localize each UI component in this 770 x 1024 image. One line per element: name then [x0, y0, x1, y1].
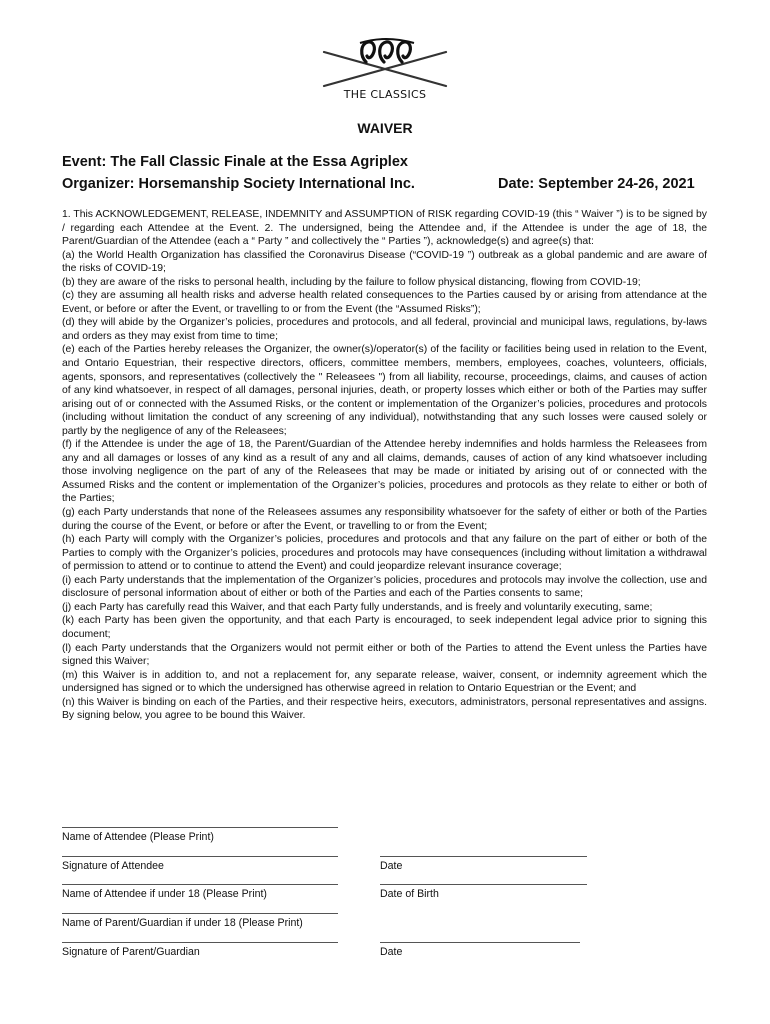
- parent-date-field[interactable]: [380, 942, 580, 943]
- event-line: Event: The Fall Classic Finale at the Essa Agriplex: [62, 154, 408, 170]
- waiver-clause-e: (e) each of the Parties hereby releases the Organizer, the owner(s)/operator(s) of the facility or facilities being used in relation to the Event, and Ontario Equestrian, their respective directors, officers, committee members, members, employees, coaches, volunteers, officials, agents, sponsors, and representatives (collectively the " Releasees ") from all liability, recourse, proceedings, claims, and causes of action of any kind whatsoever, in respect of all damages, personal injuries, death, or property losses which either or both of the Parties may suffer arising out of or connected with the Assumed Risks, or the content or implementation of the Organizer’s policies, procedures and protocols (including without limitation the conduct of any screening of any individual), notwithstanding that any such losses were caused solely or partly by the negligence of any of the Releasees;: [62, 344, 707, 437]
- waiver-clause-a: (a) the World Health Organization has classified the Coronavirus Disease (“COVID-19 ”) outbreak as a global pandemic and are aware of the risks of COVID-19;: [62, 249, 707, 275]
- waiver-body: [62, 208, 707, 723]
- organizer-line: Organizer: Horsemanship Society International Inc.: [62, 176, 415, 192]
- attendee-signature-field[interactable]: [62, 856, 338, 857]
- waiver-clause-g: (g) each Party understands that none of the Releasees assumes any responsibility whatsoever for the safety of either or both of the Parties during the course of the Event, or before or after the Event, or travelling to or from the Event;: [62, 507, 707, 532]
- waiver-paragraph-intro: 1. This ACKNOWLEDGEMENT, RELEASE, INDEMNITY and ASSUMPTION of RISK regarding COVID-19 (this “ Waiver ”) is to be signed by / regarding each Attendee at the Event. 2. The undersigned, being the Attendee and, if the Attendee is under the age of 18, the Parent/Guardian of the Attendee (each a “ Party ” and collectively the “ Parties ”), acknowledge(s) and agree(s) that:: [62, 209, 707, 248]
- date-of-birth-label: Date of Birth: [380, 888, 439, 900]
- attendee-signature-label: Signature of Attendee: [62, 860, 164, 872]
- waiver-clause-n: (n) this Waiver is binding on each of the Parties, and their respective heirs, executors, administrators, personal representatives and assigns. By signing below, you agree to be bound this Waiver.: [62, 696, 707, 722]
- waiver-clause-c: (c) they are assuming all health risks and adverse health related consequences to the Parties caused by or arising from attendance at the Event, or before or after the Event, or travelling to or from the Event (the “Assumed Risks”);: [62, 290, 707, 315]
- logo-text: THE CLASSICS: [343, 88, 427, 101]
- waiver-clause-m: (m) this Waiver is in addition to, and not a replacement for, any separate release, waiver, consent, or indemnity agreement which the undersigned has signed or to which the undersigned has otherwise agreed in relation to Ontario Equestrian or the Event; and: [62, 669, 707, 695]
- waiver-clause-f: (f) if the Attendee is under the age of 18, the Parent/Guardian of the Attendee hereby indemnifies and holds harmless the Releasees from any and all damages or losses of any kind as a result of any and all claims, demands, causes of action of any kind whatsoever including those involving negligence on the part of any of the Releasees that may be made or initiated by arising out of or connected with the Assumed Risks and the content or implementation of the Organizer’s policies, procedures and protocols as they relate to either or both of the Parties;: [62, 439, 707, 505]
- waiver-clause-h: (h) each Party will comply with the Organizer’s policies, procedures and protocols and that any failure on the part of either or both of the Parties to comply with the Organizer’s policies, procedures and protocols may have consequences (including without limitation a withdrawal of permission to attend or to continue to attend the Event) and could jeopardize relevant insurance coverage;: [62, 534, 707, 573]
- attendee-name-field[interactable]: [62, 827, 338, 828]
- event-date: Date: September 24-26, 2021: [498, 176, 695, 192]
- attendee-under18-name-label: Name of Attendee if under 18 (Please Print): [62, 888, 267, 900]
- waiver-clause-l: (l) each Party understands that the Organizers would not permit either or both of the Parties to attend the Event unless the Parties have signed this Waiver;: [62, 642, 707, 668]
- waiver-clause-b: (b) they are aware of the risks to personal health, including by the failure to follow physical distancing, flowing from COVID-19;: [62, 276, 641, 288]
- date-of-birth-field[interactable]: [380, 884, 587, 885]
- waiver-clause-i: (i) each Party understands that the implementation of the Organizer’s policies, procedures and protocols may involve the collection, use and disclosure of personal information about of either or both of the Parties and each of the Parties consents to same;: [62, 574, 707, 600]
- attendee-date-field[interactable]: [380, 856, 587, 857]
- attendee-name-label: Name of Attendee (Please Print): [62, 831, 214, 843]
- parent-signature-field[interactable]: [62, 942, 338, 943]
- parent-date-label: Date: [380, 946, 403, 958]
- waiver-clause-d: (d) they will abide by the Organizer’s policies, procedures and protocols, and all federal, provincial and municipal laws, regulations, by-laws and orders as they may exist from time to time;: [62, 317, 707, 342]
- document-title: WAIVER: [357, 120, 413, 136]
- parent-name-field[interactable]: [62, 913, 338, 914]
- attendee-date-label: Date: [380, 860, 403, 872]
- attendee-under18-name-field[interactable]: [62, 884, 338, 885]
- parent-signature-label: Signature of Parent/Guardian: [62, 946, 200, 958]
- waiver-clause-j: (j) each Party has carefully read this Waiver, and that each Party fully understands, and is freely and voluntarily executing, same;: [62, 601, 653, 613]
- waiver-clause-k: (k) each Party has been given the opportunity, and that each Party is encouraged, to seek independent legal advice prior to signing this document;: [62, 615, 707, 640]
- parent-name-label: Name of Parent/Guardian if under 18 (Please Print): [62, 917, 303, 929]
